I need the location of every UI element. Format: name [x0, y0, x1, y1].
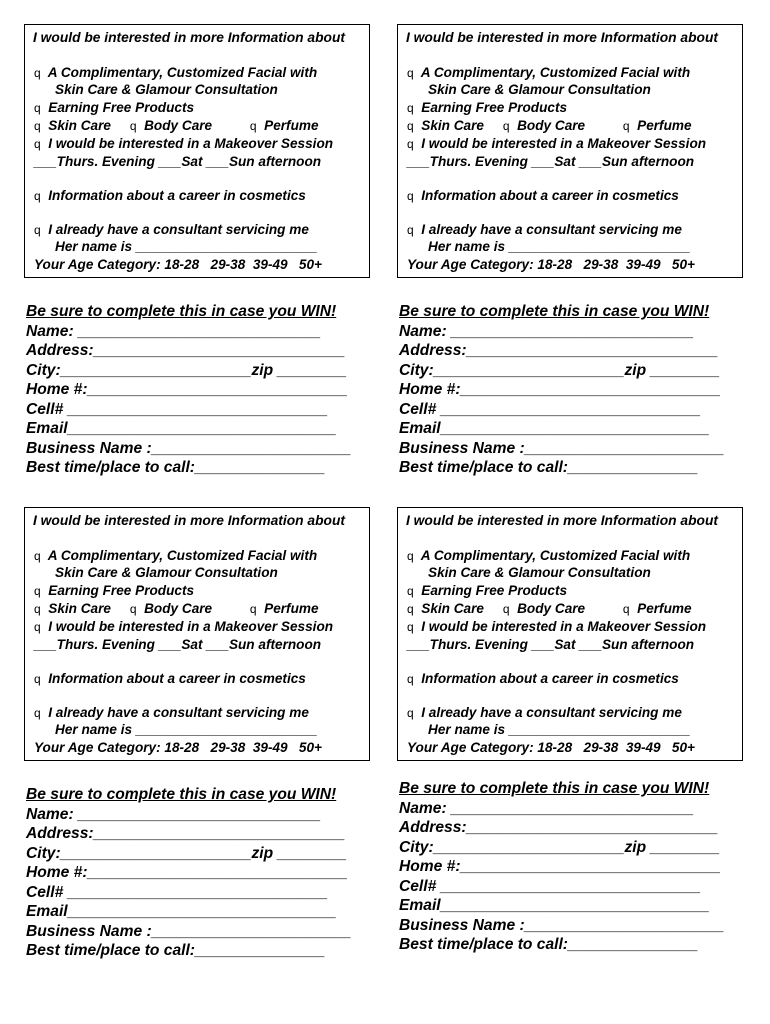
facial-line-1: A Complimentary, Customized Facial with: [420, 65, 691, 80]
facial-line-2: Skin Care & Glamour Consultation: [428, 82, 651, 97]
career-label: Information about a career in cosmetics: [421, 188, 679, 203]
city-zip-field[interactable]: City:______________________zip ________: [26, 361, 347, 379]
career-label: Information about a career in cosmetics: [421, 671, 679, 686]
email-field[interactable]: Email_______________________________: [26, 420, 337, 437]
facial-line-2: Skin Care & Glamour Consultation: [55, 82, 278, 97]
free-products-label: Earning Free Products: [48, 100, 195, 115]
session-times[interactable]: ___Thurs. Evening ___Sat ___Sun afternoon: [407, 154, 695, 169]
makeover-option[interactable]: [34, 135, 333, 153]
city-zip-field[interactable]: City:______________________zip ________: [26, 844, 347, 862]
checkbox-glyph[interactable]: q: [34, 137, 41, 151]
facial-line-2: Skin Care & Glamour Consultation: [428, 565, 651, 580]
checkbox-glyph[interactable]: q: [407, 223, 414, 237]
skin-care-label: Skin Care: [421, 118, 484, 133]
career-option[interactable]: [34, 670, 306, 688]
body-care-label: Body Care: [144, 118, 213, 133]
product-options-row: [407, 600, 692, 618]
home-phone-field[interactable]: Home #:______________________________: [399, 381, 721, 398]
business-name-field[interactable]: Business Name :_______________________: [26, 439, 352, 457]
checkbox-glyph[interactable]: q: [34, 189, 41, 203]
contact-form: [399, 302, 759, 478]
checkbox-glyph[interactable]: q: [129, 602, 137, 616]
free-products-label: Earning Free Products: [421, 583, 568, 598]
consultant-option[interactable]: [407, 704, 682, 722]
session-times[interactable]: ___Thurs. Evening ___Sat ___Sun afternoon: [407, 637, 695, 652]
checkbox-glyph[interactable]: q: [34, 672, 41, 686]
perfume-label: Perfume: [264, 118, 319, 133]
address-field[interactable]: Address:_____________________________: [26, 342, 346, 359]
checkbox-glyph[interactable]: q: [407, 189, 414, 203]
her-name-field[interactable]: Her name is ________________________: [428, 722, 691, 737]
session-times[interactable]: ___Thurs. Evening ___Sat ___Sun afternoon: [34, 154, 322, 169]
perfume-label: Perfume: [264, 601, 319, 616]
career-label: Information about a career in cosmetics: [48, 671, 306, 686]
interest-box: [397, 24, 743, 278]
career-option[interactable]: [407, 670, 679, 688]
business-name-field[interactable]: Business Name :_______________________: [399, 439, 725, 457]
career-option[interactable]: [407, 187, 679, 205]
checkbox-glyph[interactable]: q: [34, 66, 41, 80]
session-times[interactable]: ___Thurs. Evening ___Sat ___Sun afternoon: [34, 637, 322, 652]
facial-line-1: A Complimentary, Customized Facial with: [420, 548, 691, 563]
checkbox-glyph[interactable]: q: [407, 706, 414, 720]
consultant-option[interactable]: [34, 221, 309, 239]
checkbox-glyph[interactable]: q: [34, 602, 41, 616]
home-phone-field[interactable]: Home #:______________________________: [26, 864, 348, 881]
consultant-option[interactable]: [34, 704, 309, 722]
age-category: Your Age Category: 18-28 29-38 39-49 50+: [34, 740, 322, 755]
business-name-field[interactable]: Business Name :_______________________: [399, 916, 725, 934]
makeover-label: I would be interested in a Makeover Session: [421, 619, 707, 634]
her-name-field[interactable]: Her name is ________________________: [428, 239, 691, 254]
body-care-label: Body Care: [517, 118, 586, 133]
checkbox-glyph[interactable]: q: [502, 119, 510, 133]
career-option[interactable]: [34, 187, 306, 205]
checkbox-glyph[interactable]: q: [34, 706, 41, 720]
checkbox-glyph[interactable]: q: [622, 119, 630, 133]
best-time-field[interactable]: Best time/place to call:_______________: [26, 942, 326, 959]
age-category: Your Age Category: 18-28 29-38 39-49 50+: [407, 257, 695, 272]
win-title: Be sure to complete this in case you WIN!: [26, 786, 337, 803]
facial-option[interactable]: [34, 64, 317, 82]
city-zip-field[interactable]: City:______________________zip ________: [399, 361, 720, 379]
career-label: Information about a career in cosmetics: [48, 188, 306, 203]
facial-option[interactable]: [407, 64, 690, 82]
email-field[interactable]: Email_______________________________: [26, 903, 337, 920]
email-field[interactable]: Email_______________________________: [399, 420, 710, 437]
facial-line-2: Skin Care & Glamour Consultation: [55, 565, 278, 580]
facial-line-1: A Complimentary, Customized Facial with: [47, 548, 318, 563]
skin-care-label: Skin Care: [421, 601, 484, 616]
checkbox-glyph[interactable]: q: [407, 672, 414, 686]
product-options-row: [34, 117, 319, 135]
her-name-field[interactable]: Her name is ________________________: [55, 239, 318, 254]
free-products-option[interactable]: [407, 99, 567, 117]
free-products-option[interactable]: [34, 582, 194, 600]
cell-phone-field[interactable]: Cell# ______________________________: [399, 877, 701, 895]
home-phone-field[interactable]: Home #:______________________________: [399, 858, 721, 875]
contact-form: [26, 302, 386, 478]
business-name-field[interactable]: Business Name :_______________________: [26, 922, 352, 940]
checkbox-glyph[interactable]: q: [34, 584, 41, 598]
makeover-option[interactable]: [407, 618, 706, 636]
free-products-option[interactable]: [34, 99, 194, 117]
consultant-label: I already have a consultant servicing me: [421, 222, 682, 237]
win-title: Be sure to complete this in case you WIN!: [399, 303, 710, 320]
best-time-field[interactable]: Best time/place to call:_______________: [399, 936, 699, 953]
checkbox-glyph[interactable]: q: [129, 119, 137, 133]
checkbox-glyph[interactable]: q: [407, 66, 414, 80]
perfume-label: Perfume: [637, 601, 692, 616]
checkbox-glyph[interactable]: q: [407, 119, 414, 133]
makeover-label: I would be interested in a Makeover Session: [421, 136, 707, 151]
product-options-row: [407, 117, 692, 135]
interest-header: I would be interested in more Information about: [406, 30, 718, 45]
product-options-row: [34, 600, 319, 618]
win-title: Be sure to complete this in case you WIN!: [26, 303, 337, 320]
body-care-label: Body Care: [144, 601, 213, 616]
contact-form: [399, 779, 759, 955]
consultant-label: I already have a consultant servicing me: [421, 705, 682, 720]
her-name-field[interactable]: Her name is ________________________: [55, 722, 318, 737]
facial-option[interactable]: [34, 547, 317, 565]
age-category: Your Age Category: 18-28 29-38 39-49 50+: [34, 257, 322, 272]
free-products-option[interactable]: [407, 582, 567, 600]
home-phone-field[interactable]: Home #:______________________________: [26, 381, 348, 398]
makeover-option[interactable]: [407, 135, 706, 153]
consultant-option[interactable]: [407, 221, 682, 239]
interest-box: [397, 507, 743, 761]
checkbox-glyph[interactable]: q: [249, 119, 257, 133]
makeover-label: I would be interested in a Makeover Session: [48, 136, 334, 151]
checkbox-glyph[interactable]: q: [249, 602, 257, 616]
checkbox-glyph[interactable]: q: [34, 101, 41, 115]
interest-box: [24, 507, 370, 761]
checkbox-glyph[interactable]: q: [407, 137, 414, 151]
checkbox-glyph[interactable]: q: [407, 584, 414, 598]
contact-form: [26, 785, 386, 961]
interest-box: [24, 24, 370, 278]
perfume-label: Perfume: [637, 118, 692, 133]
interest-header: I would be interested in more Information about: [406, 513, 718, 528]
checkbox-glyph[interactable]: q: [622, 602, 630, 616]
interest-header: I would be interested in more Information about: [33, 30, 345, 45]
name-field[interactable]: Name: ____________________________: [399, 799, 694, 817]
checkbox-glyph[interactable]: q: [407, 101, 414, 115]
checkbox-glyph[interactable]: q: [34, 549, 41, 563]
free-products-label: Earning Free Products: [48, 583, 195, 598]
email-field[interactable]: Email_______________________________: [399, 897, 710, 914]
name-field[interactable]: Name: ____________________________: [26, 322, 321, 340]
body-care-label: Body Care: [517, 601, 586, 616]
checkbox-glyph[interactable]: q: [407, 549, 414, 563]
checkbox-glyph[interactable]: q: [34, 223, 41, 237]
cell-phone-field[interactable]: Cell# ______________________________: [399, 400, 701, 418]
free-products-label: Earning Free Products: [421, 100, 568, 115]
city-zip-field[interactable]: City:______________________zip ________: [399, 838, 720, 856]
makeover-option[interactable]: [34, 618, 333, 636]
consultant-label: I already have a consultant servicing me: [48, 222, 309, 237]
best-time-field[interactable]: Best time/place to call:_______________: [399, 459, 699, 476]
facial-option[interactable]: [407, 547, 690, 565]
skin-care-label: Skin Care: [48, 118, 111, 133]
makeover-label: I would be interested in a Makeover Session: [48, 619, 334, 634]
address-field[interactable]: Address:_____________________________: [26, 825, 346, 842]
facial-line-1: A Complimentary, Customized Facial with: [47, 65, 318, 80]
checkbox-glyph[interactable]: q: [407, 602, 414, 616]
checkbox-glyph[interactable]: q: [34, 119, 41, 133]
best-time-field[interactable]: Best time/place to call:_______________: [26, 459, 326, 476]
cell-phone-field[interactable]: Cell# ______________________________: [26, 400, 328, 418]
checkbox-glyph[interactable]: q: [34, 620, 41, 634]
win-title: Be sure to complete this in case you WIN!: [399, 780, 710, 797]
checkbox-glyph[interactable]: q: [407, 620, 414, 634]
address-field[interactable]: Address:_____________________________: [399, 819, 719, 836]
interest-header: I would be interested in more Information about: [33, 513, 345, 528]
address-field[interactable]: Address:_____________________________: [399, 342, 719, 359]
consultant-label: I already have a consultant servicing me: [48, 705, 309, 720]
name-field[interactable]: Name: ____________________________: [26, 805, 321, 823]
skin-care-label: Skin Care: [48, 601, 111, 616]
name-field[interactable]: Name: ____________________________: [399, 322, 694, 340]
cell-phone-field[interactable]: Cell# ______________________________: [26, 883, 328, 901]
checkbox-glyph[interactable]: q: [502, 602, 510, 616]
age-category: Your Age Category: 18-28 29-38 39-49 50+: [407, 740, 695, 755]
